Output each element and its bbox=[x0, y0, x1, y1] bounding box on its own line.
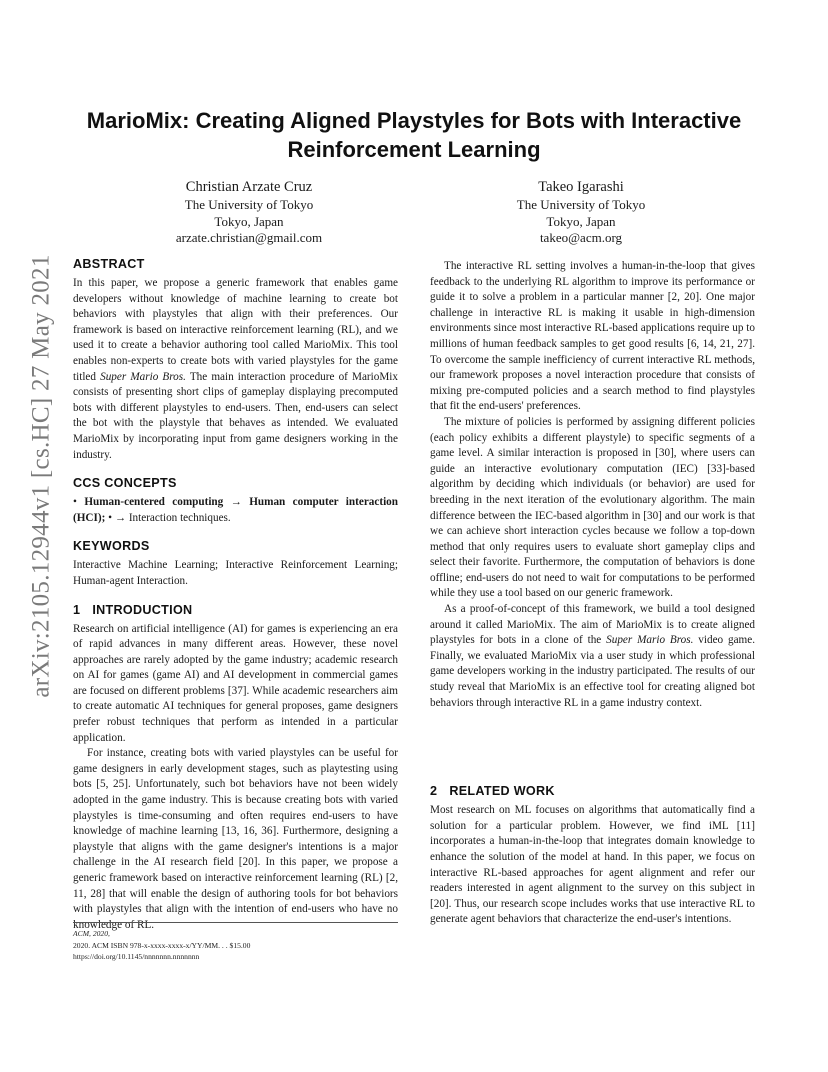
ccs-item: Human-centered computing → Human computer interaction (HCI); bbox=[73, 496, 398, 524]
abstract-italic-title: Super Mario Bros. bbox=[100, 370, 186, 383]
ccs-heading: CCS CONCEPTS bbox=[73, 476, 177, 491]
section-number: 2 bbox=[430, 784, 438, 799]
paper-title bbox=[60, 106, 768, 164]
author-block-2 bbox=[456, 179, 706, 247]
footnote bbox=[73, 922, 398, 963]
author-affiliation: The University of Tokyo bbox=[184, 197, 314, 212]
section-number: 1 bbox=[73, 602, 81, 617]
author-block-1 bbox=[124, 179, 374, 247]
author-location: Tokyo, Japan bbox=[546, 213, 616, 229]
keywords-text: Interactive Machine Learning; Interactive Reinforcement Learning; Human-agent Interaction. bbox=[73, 559, 398, 587]
italic-title: Super Mario Bros. bbox=[606, 634, 694, 647]
footnote-doi: https://doi.org/10.1145/nnnnnnn.nnnnnnn bbox=[73, 952, 200, 961]
author-location: Tokyo, Japan bbox=[214, 213, 284, 229]
section-title: INTRODUCTION bbox=[92, 602, 193, 617]
author-affiliation: The University of Tokyo bbox=[516, 197, 646, 212]
ccs-item: → Interaction techniques. bbox=[114, 511, 231, 524]
footnote-isbn: 2020. ACM ISBN 978-x-xxxx-xxxx-x/YY/MM. . . $15.00 bbox=[73, 940, 251, 950]
title-line-1: MarioMix: Creating Aligned Playstyles for Bots with Interactive bbox=[86, 108, 742, 133]
ccs-text bbox=[73, 495, 398, 526]
author-name: Christian Arzate Cruz bbox=[185, 179, 313, 195]
abstract-text bbox=[73, 276, 398, 463]
related-work-heading bbox=[430, 783, 755, 799]
right-paragraph-1: The interactive RL setting involves a human-in-the-loop that gives feedback to the underlying RL algorithm to improve its performance or guide it to solve a problem in a particular manner [2, 20]. One major challenge in interactive RL is making it usable in high-dimension environments since most interactive RL-based applications require up to millions of human feedback samples to get good results [6, 14, 21, 27]. To overcome the sample inefficiency of current interactive RL methods, our framework proposes a novel interaction procedure that consists of mixing pre-computed policies and a search method to find playstyles that fit the end-users' preferences. bbox=[430, 260, 755, 413]
footnote-venue: ACM, 2020, bbox=[73, 929, 110, 938]
ccs-bullet: • bbox=[73, 496, 85, 509]
abstract-text-part: The main interaction procedure of MarioMix consists of presenting short clips of gameplay displaying precomputed bots with different playstyles to end-users. Then, end-users can select the bot with the playstyle that behaves as intended. We evaluated MarioMix by incorporating input from game designers working in the industry. bbox=[73, 370, 398, 461]
abstract-text-part: In this paper, we propose a generic framework that enables game developers without knowledge of machine learning to create bot behaviors with playstyles that align with their preferences. Our framework is based on interactive reinforcement learning (RL), and we used it to create a behavior authoring tool called MarioMix. This tool enables non-experts to create bots with varied playstyles for the game titled bbox=[73, 277, 398, 383]
paragraph-part: video game. Finally, we evaluated MarioMix via a user study in which professional game developers working in the industry participated. The results of our study reveal that MarioMix is an effective tool for creating aligned bot behaviors through interactive RL in a game industry context. bbox=[430, 634, 755, 709]
arxiv-stamp bbox=[22, 254, 62, 698]
paragraph-part: As a proof-of-concept of this framework, we build a tool designed around it called MarioMix. The aim of MarioMix is to create aligned playstyles for bots in a clone of the bbox=[430, 603, 755, 647]
section-title: RELATED WORK bbox=[449, 784, 555, 799]
ccs-bullet: • bbox=[105, 511, 115, 524]
author-email: arzate.christian@gmail.com bbox=[175, 230, 323, 245]
right-column bbox=[430, 259, 755, 928]
keywords-heading: KEYWORDS bbox=[73, 539, 150, 554]
intro-heading bbox=[73, 602, 398, 618]
abstract-heading: ABSTRACT bbox=[73, 257, 145, 271]
title-line-2: Reinforcement Learning bbox=[287, 137, 541, 162]
intro-paragraph-2: For instance, creating bots with varied playstyles can be useful for game designers in early development stages, such as playtesting using bots [5, 25]. Unfortunately, such bot behaviors have not been widely adopted in the game industry. This is because creating bots with varied playstyles is time-consuming and often requires end-users to have knowledge of machine learning [13, 16, 36]. Furthermore, designing a playstyle that aligns with the game designer's intentions is a major challenge in the AI research field [20]. In this paper, we propose a generic framework based on interactive reinforcement learning (RL) [2, 11, 28] that will enable the design of authoring tools for bot behaviors with playstyles that align with the intention of end-users who have no knowledge of RL. bbox=[73, 747, 398, 931]
author-name: Takeo Igarashi bbox=[538, 179, 624, 195]
left-column bbox=[73, 256, 398, 933]
arxiv-stamp-text: arXiv:2105.12944v1 [cs.HC] 27 May 2021 bbox=[28, 254, 56, 698]
right-paragraph-2: The mixture of policies is performed by assigning different policies (each policy exhibits a different playstyle) to specific segments of a game level. A similar interaction is proposed in [30], where users can guide an interactive evolutionary computation (IEC) [33]-based algorithm by deciding which individuals (or behavior) are used for breeding in the next iteration of the evolutionary algorithm. The main difference between the IEC-based algorithm in [30] and our work is that we can achieve short interaction cycles because we follow a top-down method that only requires users to evaluate short gameplay clips and select their favorite. Furthermore, the computation of behaviors is done offline; end-users do not need to wait for computations to be performed while they use a tool based on our generic framework. bbox=[430, 415, 755, 600]
related-work-paragraph-1: Most research on ML focuses on algorithms that automatically find a solution for a particular problem. However, we find iML [11] incorporates a human-in-the-loop that integrates domain knowledge to enhance the solution of the model at hand. In this paper, we focus on interactive RL-based approaches for agent alignment and refer our readers interested in agent alignment to the survey on this subject in [20]. Thus, our research scope includes works that use interactive RL to generate agent behaviors that characterize the end-user's intentions. bbox=[430, 804, 755, 926]
author-email: takeo@acm.org bbox=[539, 230, 623, 245]
right-paragraph-3 bbox=[430, 602, 755, 711]
intro-paragraph-1: Research on artificial intelligence (AI) for games is experiencing an era of rapid advances in many different areas. However, these novel approaches are rarely adopted by the game industry; academic research on AI for games (game AI) and AI development in commercial games are focused on different problems [37]. While academic researchers aim to create automatic AI techniques for general proposes, game designers prefer robust techniques that perform as intended in a particular application. bbox=[73, 622, 398, 744]
